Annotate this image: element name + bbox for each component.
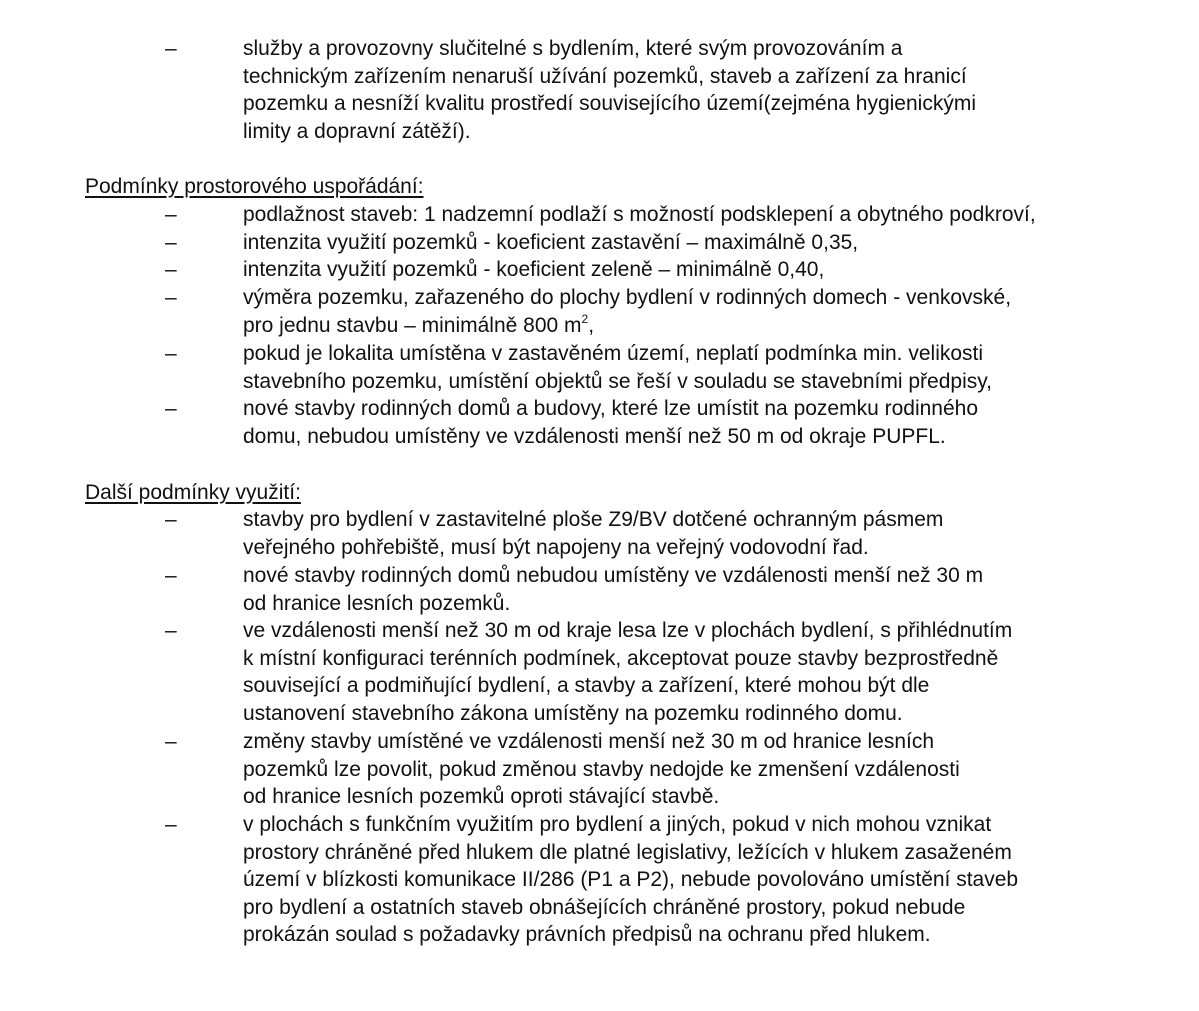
text-line: pro bydlení a ostatních staveb obnášejících chráněné prostory, pokud nebude [243, 895, 966, 919]
text-segment: , [588, 313, 595, 337]
list-bullet: – [165, 508, 177, 531]
list-item-text [243, 506, 1143, 561]
text-line: ustanovení stavebního zákona umístěny na pozemku rodinného domu. [243, 701, 903, 725]
text-line: od hranice lesních pozemků oproti stávající stavbě. [243, 785, 720, 809]
text-line: výměra pozemku, zařazeného do plochy bydlení v rodinných domech - venkovské, [243, 286, 1012, 309]
list-bullet: – [165, 342, 177, 365]
list-bullet: – [165, 258, 177, 281]
text-line: služby a provozovny slučitelné s bydlením, které svým provozováním a [243, 37, 903, 60]
text-line: od hranice lesních pozemků. [243, 591, 511, 615]
section-heading: Další podmínky využití: [85, 481, 301, 504]
list-bullet: – [165, 619, 177, 642]
text-line: nové stavby rodinných domů nebudou umístěny ve vzdálenosti menší než 30 m [243, 564, 984, 587]
list-bullet: – [165, 37, 177, 60]
text-line: v plochách s funkčním využitím pro bydlení a jiných, pokud v nich mohou vznikat [243, 813, 992, 836]
text-line: pokud je lokalita umístěna v zastavěném území, neplatí podmínka min. velikosti [243, 342, 984, 365]
text-line: území v blízkosti komunikace II/286 (P1 a P2), nebude povolováno umístění staveb [243, 868, 1019, 892]
text-line: limity a dopravní zátěží). [243, 119, 471, 143]
text-line: stavebního pozemku, umístění objektů se řeší v souladu se stavebními předpisy, [243, 369, 993, 393]
text-line: k místní konfiguraci terénních podmínek, akceptovat pouze stavby bezprostředně [243, 646, 999, 670]
list-item-text [243, 201, 1143, 229]
list-bullet: – [165, 730, 177, 753]
text-line [243, 312, 1143, 340]
list-item-text [243, 35, 1143, 145]
section-heading: Podmínky prostorového uspořádání: [85, 175, 424, 198]
list-item-text [243, 811, 1143, 949]
list-bullet: – [165, 231, 177, 254]
text-line: pozemku a nesníží kvalitu prostředí souvisejícího území(zejména hygienickými [243, 92, 976, 116]
text-line: pozemků lze povolit, pokud změnou stavby nedojde ke zmenšení vzdálenosti [243, 757, 960, 781]
list-item-text [243, 256, 1143, 284]
list-item-text [243, 395, 1143, 450]
text-line: technickým zařízením nenaruší užívání pozemků, staveb a zařízení za hranicí [243, 64, 967, 88]
list-item-text [243, 562, 1143, 617]
text-line: veřejného pohřebiště, musí být napojeny na veřejný vodovodní řad. [243, 535, 869, 559]
text-line: ve vzdálenosti menší než 30 m od kraje lesa lze v plochách bydlení, s přihlédnutím [243, 619, 1013, 642]
text-line: změny stavby umístěné ve vzdálenosti menší než 30 m od hranice lesních [243, 730, 935, 753]
list-bullet: – [165, 203, 177, 226]
text-segment: pro jednu stavbu – minimálně 800 m [243, 313, 582, 337]
list-item-text [243, 728, 1143, 811]
list-bullet: – [165, 397, 177, 420]
list-item-text [243, 284, 1143, 339]
text-line: intenzita využití pozemků - koeficient zeleně – minimálně 0,40, [243, 258, 825, 281]
text-line: nové stavby rodinných domů a budovy, které lze umístit na pozemku rodinného [243, 397, 979, 420]
list-item-text [243, 340, 1143, 395]
text-line: související a podmiňující bydlení, a stavby a zařízení, které mohou být dle [243, 674, 930, 698]
superscript: 2 [581, 311, 589, 326]
text-line: domu, nebudou umístěny ve vzdálenosti menší než 50 m od okraje PUPFL. [243, 424, 946, 448]
list-item-text [243, 617, 1143, 727]
list-item-text [243, 229, 1143, 257]
list-bullet: – [165, 286, 177, 309]
list-bullet: – [165, 564, 177, 587]
text-line: stavby pro bydlení v zastavitelné ploše Z9/BV dotčené ochranným pásmem [243, 508, 944, 531]
text-line: intenzita využití pozemků - koeficient zastavění – maximálně 0,35, [243, 231, 859, 254]
list-bullet: – [165, 813, 177, 836]
text-line: podlažnost staveb: 1 nadzemní podlaží s možností podsklepení a obytného podkroví, [243, 203, 1036, 226]
text-line: prokázán soulad s požadavky právních předpisů na ochranu před hlukem. [243, 923, 931, 947]
text-line: prostory chráněné před hlukem dle platné legislativy, ležících v hlukem zasaženém [243, 840, 1012, 864]
